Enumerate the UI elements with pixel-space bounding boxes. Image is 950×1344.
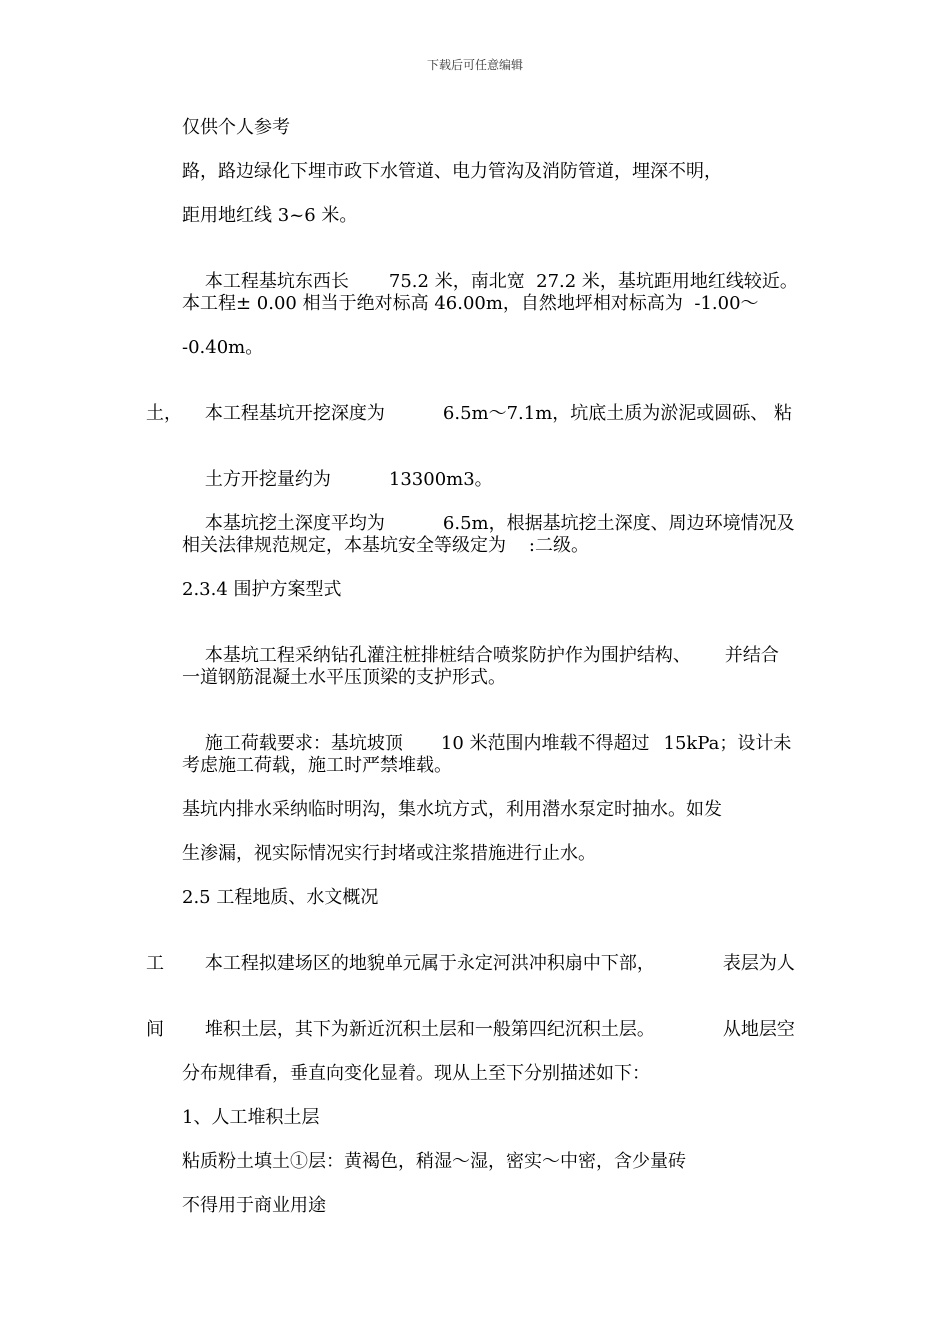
section-heading: 2.5 工程地质、水文概况 — [182, 887, 379, 908]
text-line — [182, 381, 792, 447]
text-line: 相关法律规范规定，本基坑安全等级定为 :二级。 — [182, 535, 589, 556]
text-line: 考虑施工荷载，施工时严禁堆载。 — [182, 755, 452, 776]
text-segment: 表层为人 — [722, 953, 795, 974]
wrapped-text: 工 — [146, 953, 164, 974]
wrapped-text: 土， — [146, 403, 182, 424]
text-segment: 并结合 — [724, 645, 779, 666]
text-line: 路，路边绿化下埋市政下水管道、电力管沟及消防管道，埋深不明， — [182, 161, 722, 182]
text-line: 粘质粉土填土①层：黄褐色，稍湿～湿，密实～中密，含少量砖 — [182, 1151, 686, 1172]
text-line: -0.40m。 — [182, 337, 264, 358]
footer-note: 不得用于商业用途 — [182, 1195, 326, 1216]
text-line: 基坑内排水采纳临时明沟，集水坑方式，利用潜水泵定时抽水。如发 — [182, 799, 722, 820]
text-segment: 土方开挖量约为 — [204, 469, 331, 490]
text-line: 分布规律看，垂直向变化显着。现从上至下分别描述如下： — [182, 1063, 650, 1084]
text-segment: 本工程拟建场区的地貌单元属于永定河洪冲积扇中下部， — [204, 953, 655, 974]
text-segment: 本基坑挖土深度平均为 — [204, 513, 385, 534]
text-line: 仅供个人参考 — [182, 117, 290, 138]
text-segment: 13300m3。 — [388, 469, 493, 490]
text-segment: 10 米范围内堆载不得超过 — [440, 733, 650, 754]
text-segment: 75.2 米，南北宽 27.2 米，基坑距用地红线较近。 — [388, 271, 798, 292]
text-line: 生渗漏，视实际情况实行封堵或注浆措施进行止水。 — [182, 843, 596, 864]
text-line: 距用地红线 3~6 米。 — [182, 205, 358, 226]
section-heading: 1、人工堆积土层 — [182, 1107, 320, 1128]
text-line — [182, 997, 795, 1063]
wrapped-text: 间 — [146, 1019, 164, 1040]
section-heading: 2.3.4 围护方案型式 — [182, 579, 342, 600]
text-segment: 从地层空 — [722, 1019, 795, 1040]
text-segment: 施工荷载要求：基坑坡顶 — [204, 733, 403, 754]
text-line: 一道钢筋混凝土水平压顶梁的支护形式。 — [182, 667, 506, 688]
text-segment: 本工程基坑开挖深度为 — [204, 403, 385, 424]
text-segment: 6.5m～7.1m，坑底土质为淤泥或圆砾、 粘 — [442, 403, 792, 424]
text-segment: 堆积土层，其下为新近沉积土层和一般第四纪沉积土层。 — [204, 1019, 655, 1040]
text-segment: 本工程基坑东西长 — [204, 271, 349, 292]
text-line — [182, 931, 795, 997]
page-header: 下载后可任意编辑 — [426, 58, 523, 72]
text-line: 本工程± 0.00 相当于绝对标高 46.00m，自然地坪相对标高为 -1.00～ — [182, 293, 759, 314]
text-segment: 15kPa；设计未 — [663, 733, 792, 754]
text-segment: 本基坑工程采纳钻孔灌注桩排桩结合喷浆防护作为围护结构、 — [204, 645, 691, 666]
text-segment: 6.5m，根据基坑挖土深度、周边环境情况及 — [442, 513, 795, 534]
